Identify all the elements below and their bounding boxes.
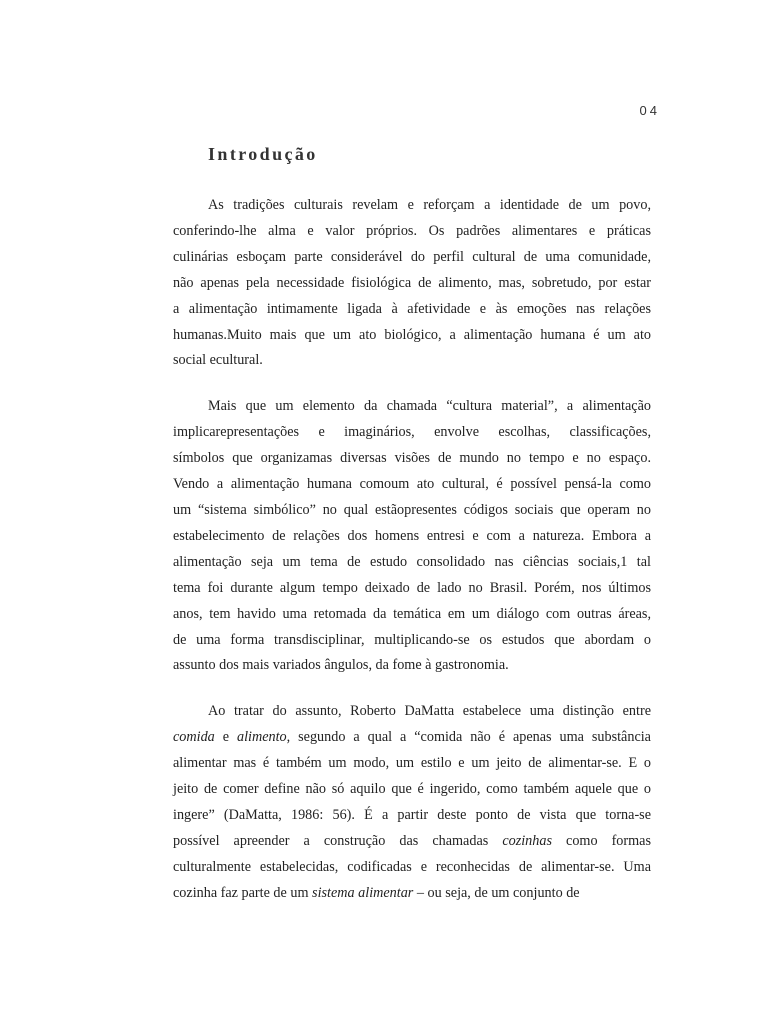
paragraph-line: alimentação seja um tema de estudo consolidado nas ciências sociais,1 tal [173, 553, 651, 570]
paragraph-line [173, 881, 651, 907]
text-run: e [214, 729, 237, 746]
italic-term: sistema alimentar [312, 884, 414, 901]
paragraph-line: não apenas pela necessidade fisiológica de alimento, mas, sobretudo, por estar [173, 274, 651, 291]
paragraph-line: Mais que um elemento da chamada “cultura material”, a alimentação [208, 398, 651, 415]
text-run: – ou seja, de um conjunto de [413, 884, 580, 901]
paragraph-line: de uma forma transdisciplinar, multiplicando-se os estudos que abordam o [173, 631, 651, 648]
paragraph-line: a alimentação intimamente ligada à afetividade e às emoções nas relações [173, 300, 651, 317]
paragraph-line: humanas.Muito mais que um ato biológico, a alimentação humana é um ato [173, 326, 651, 343]
text-run: cozinha faz parte de um [173, 884, 313, 901]
paragraph-line: assunto dos mais variados ângulos, da fome à gastronomia. [173, 657, 509, 674]
section-title: Introdução [208, 144, 318, 164]
paragraph-line: culturalmente estabelecidas, codificadas e reconhecidas de alimentar-se. Uma [173, 858, 651, 875]
text-run: como formas [551, 832, 651, 849]
body-text [173, 193, 651, 927]
paragraph-line: um “sistema simbólico” no qual estãopresentes códigos sociais que operam no [173, 501, 651, 518]
paragraph-line: estabelecimento de relações dos homens entresi e com a natureza. Embora a [173, 527, 651, 544]
paragraph-line: implicarepresentações e imaginários, envolve escolhas, classificações, [173, 424, 651, 441]
paragraph-line: símbolos que organizamas diversas visões de mundo no tempo e no espaço. [173, 450, 651, 467]
text-run: , segundo a qual a “comida não é apenas uma substância [286, 729, 651, 746]
paragraph-line [173, 725, 651, 751]
paragraph-line: ingere” (DaMatta, 1986: 56). É a partir deste ponto de vista que torna-se [173, 806, 651, 823]
paragraph-line: jeito de comer define não só aquilo que é ingerido, como também aquele que o [173, 781, 651, 798]
paragraph-line [173, 829, 651, 855]
paragraph-line: As tradições culturais revelam e reforçam a identidade de um povo, [208, 197, 651, 213]
text-run: possível apreender a construção das chamadas [173, 832, 503, 849]
paragraph-line: anos, tem havido uma retomada da temática em um diálogo com outras áreas, [173, 605, 651, 622]
paragraph-line: culinárias esboçam parte considerável do perfil cultural de uma comunidade, [173, 248, 651, 265]
page-number: 04 [639, 103, 660, 118]
paragraph-line: alimentar mas é também um modo, um estilo e um jeito de alimentar-se. E o [173, 755, 651, 772]
paragraph-line: Vendo a alimentação humana comoum ato cultural, é possível pensá-la como [173, 476, 651, 493]
paragraph-line: social ecultural. [173, 352, 263, 369]
paragraph-1 [173, 193, 651, 374]
italic-term: alimento [236, 729, 287, 746]
italic-term: cozinhas [502, 832, 552, 849]
paragraph-3 [173, 699, 651, 906]
italic-term: comida [173, 729, 215, 746]
paragraph-line: Ao tratar do assunto, Roberto DaMatta estabelece uma distinção entre [208, 703, 651, 720]
paragraph-2 [173, 394, 651, 679]
paragraph-line: tema foi durante algum tempo deixado de lado no Brasil. Porém, nos últimos [173, 579, 651, 596]
paragraph-line: conferindo-lhe alma e valor próprios. Os padrões alimentares e práticas [173, 222, 651, 239]
